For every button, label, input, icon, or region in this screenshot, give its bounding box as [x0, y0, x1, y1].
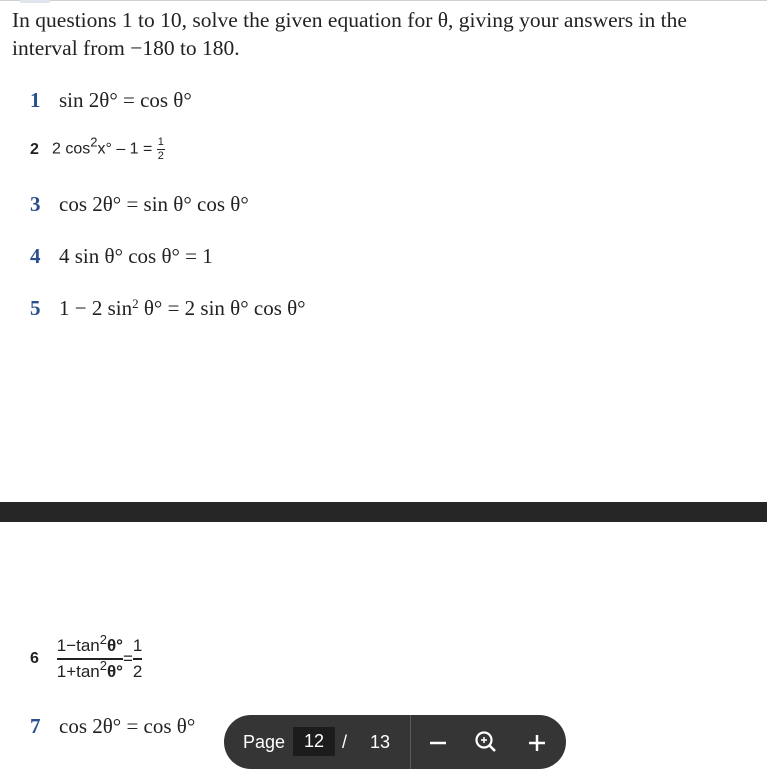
question-number: 4 [30, 244, 41, 268]
equals-sign: = [122, 88, 135, 112]
page-separator [0, 502, 767, 522]
toolbar-divider [410, 715, 411, 769]
exponent: 2 [132, 296, 139, 311]
fraction [157, 137, 165, 162]
question-7 [30, 714, 195, 739]
denominator [56, 657, 123, 682]
equals-sign: = [126, 714, 139, 738]
question-number: 2 [30, 140, 39, 158]
instructions-text: In questions 1 to 10, solve the given equation for θ, giving your answers in the interval from −180 to 180. [12, 8, 687, 60]
question-number: 6 [30, 649, 39, 667]
equals-sign: = [126, 192, 139, 216]
exponent: 2 [99, 632, 107, 647]
lhs-fraction [56, 632, 123, 682]
rhs-fraction [133, 636, 142, 682]
exponent: 2 [99, 657, 107, 673]
equals-sign: = [185, 244, 198, 268]
denominator: 2 [132, 661, 143, 681]
question-3 [30, 192, 249, 217]
zoom-in-button[interactable] [522, 727, 552, 757]
denominator: 2 [157, 150, 164, 162]
equals-sign: = [122, 648, 133, 668]
question-number: 3 [30, 192, 41, 216]
question-5 [30, 296, 306, 321]
question-number: 1 [30, 88, 41, 112]
total-pages: 13 [370, 732, 391, 752]
page-label: Page [243, 732, 286, 752]
equation-lhs-part: 2 cos [52, 140, 91, 158]
equation-lhs: cos 2θ° [59, 192, 122, 216]
equation-rhs: cos θ° [143, 714, 196, 738]
numerator-var: θ° [106, 636, 123, 655]
denominator-var: θ° [106, 661, 123, 681]
equation-lhs: sin 2θ° [59, 88, 118, 112]
question-2 [30, 134, 165, 162]
pdf-toolbar [224, 715, 566, 769]
equation-rhs: cos θ° [140, 88, 192, 112]
zoom-out-button[interactable] [423, 727, 453, 757]
zoom-icon [471, 727, 501, 757]
page-separator-slash: / [342, 732, 348, 752]
equation-rhs: sin θ° cos θ° [143, 192, 249, 216]
question-number: 7 [30, 714, 41, 738]
equation-lhs-rest: x° – 1 = [97, 140, 153, 158]
equation-rest: θ° = 2 sin θ° cos θ° [143, 296, 306, 320]
plus-icon [522, 727, 552, 757]
equation-lhs-part: 1 − 2 sin [59, 296, 133, 320]
question-number: 5 [30, 296, 41, 320]
numerator: 1 [132, 636, 143, 655]
equation-lhs: cos 2θ° [59, 714, 122, 738]
denominator-text: 1+tan [56, 661, 100, 681]
numerator-text: 1−tan [56, 636, 100, 655]
zoom-button[interactable] [471, 727, 501, 757]
numerator: 1 [157, 136, 164, 148]
equation-rhs: 1 [202, 244, 213, 268]
current-page-input[interactable]: 12 [293, 727, 335, 756]
minus-icon [423, 727, 453, 757]
question-4 [30, 244, 213, 269]
question-6 [30, 632, 143, 682]
equation-lhs: 4 sin θ° cos θ° [59, 244, 180, 268]
numerator [56, 632, 123, 656]
question-1 [30, 88, 192, 113]
exponent: 2 [90, 134, 98, 150]
